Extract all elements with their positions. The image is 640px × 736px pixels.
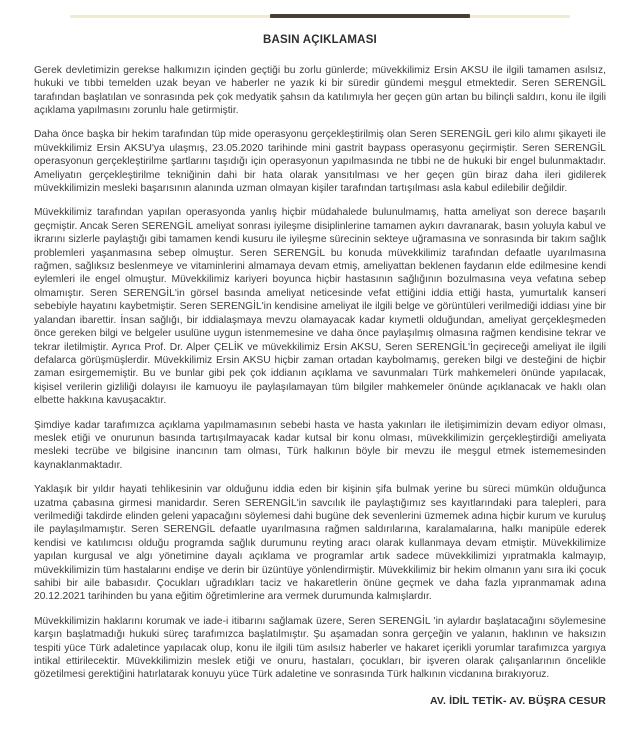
page-title: BASIN AÇIKLAMASI xyxy=(263,34,377,46)
header-decorative-rule xyxy=(34,11,606,25)
paragraph-3: Müvekkilimiz tarafından yapılan operasyonda yanlış hiçbir müdahalede bulunulmamış, hatta ameliyat son derece başarılı geçmiştir. Ancak Seren SERENGİL ameliyat sonrası iyileşme disiplinlerine tamamen aykırı davranarak, basın yoluyla kabul ve ikrarını sizlerle paylaştığı gibi tamamen kendi kusuru ile iyileşme sürecinin sekteye uğramasına ve sonrasında bir takım sağlık problemleri yaşanmasına sebep olmuştur. Seren SERENGİL bu konuda müvekkilimiz tarafından defaatle uyarılmasına rağmen, sağlıksız beslenmeye ve vitaminlerini almamaya devam etmiş, ameliyattan beklenen faydanın elde edilmesine kendi eylemleri ile engel olmuştur. Müvekkilimiz kariyeri boyunca hiçbir hastasının sağlığının bozulmasına veya vefatına sebep olmamıştır. Seren SERENGİL'in görsel basında ameliyat neticesinde vefat ettiğini iddia ettiği hasta, yumurtalık kanseri sebebiyle hayatını kaybetmiştir. Seren SERENGİL'in kendisine ameliyat ile ilgili belge ve görüntüleri verilmediği iddiası yine bir yalandan ibarettir. İnsan sağlığı, bir iddialaşmaya mevzu olamayacak kadar kıymetli olduğundan, ameliyat gerçekleşmeden önce gereken bilgi ve belgeler usulüne uygun istenmemesine ve daha önce paylaşılmış olmasına rağmen kendisine tekrar ve tekrar iletilmiştir. Ayrıca Prof. Dr. Alper ÇELİK ve müvekkilimiz Ersin AKSU, Seren SERENGİL'İn geçireceği ameliyat ile ilgili defalarca görüşmüşlerdir. Müvekkilimiz Ersin AKSU hiçbir zaman ortadan kaybolmamış, gereken bilgi ve desteğini de hiçbir zaman esirgememiştir. Bu ve bunlar gibi pek çok iddianın açıklama ve savunmaları Türk mahkemeleri önünde yapılacak, kişisel verilerin gizliliği dolayısı ile kamuoyu ile paylaşılamayan tüm bilgiler mahkemeler önünde açıklanacak ve haklı olan elbette hakkına kavuşacaktır. xyxy=(34,207,606,407)
press-release-document xyxy=(0,11,640,736)
signature-line: AV. İDİL TETİK- AV. BÜŞRA CESUR xyxy=(430,694,606,707)
paragraph-4: Şimdiye kadar tarafımızca açıklama yapılmamasının sebebi hasta ve hasta yakınları ile iletişimimizin devam ediyor olması, meslek etiği ve onurunun basında tartışılmayacak kadar kutsal bir konu olması, müvekkilimizin gerçekleştirdiği ameliyata mesleki tecrübe ve bilgisine inancının tam olması, Türk halkının böyle bir mevzu ile meşgul etmek istememesinden kaynaklanmaktadır. xyxy=(34,419,606,471)
rule-dark-segment xyxy=(270,14,470,18)
document-body xyxy=(34,64,606,682)
paragraph-2: Daha önce başka bir hekim tarafından tüp mide operasyonu gerçekleştirilmiş olan Seren SERENGİL geri kilo alımı şikayeti ile müvekkilimiz Ersin AKSU'ya ulaşmış, 23.05.2020 tarihinde mini gastrit baypass operasyonu geçirmiştir. Seren SERENGİL operasyonun gerçekleştirilme şartlarını taşıdığı için operasyonun yapılmasında ne tıbbi ne de hukuki bir engel bulunmaktadır. Ameliyatın gerçekleştirilme tekniğinin dahi bir hata olarak yansıtılması ve her geçen gün biraz daha ileri gidilerek müvekkilimizin mesleki başarısının alanında uzman olmayan kişiler tarafından tartışılması asla kabul edilebilir değildir. xyxy=(34,129,606,195)
paragraph-6: Müvekkilimizin haklarını korumak ve iade-i itibarını sağlamak üzere, Seren SERENGİL 'in aylardır başlatacağını söylemesine karşın başlatmadığı hukuki süreç tarafımızca başlatılmıştır. Şu aşamadan sonra gerçeğin ve yalanın, haklının ve haksızın tespiti yüce Türk adaletince yapılacak olup, konu ile ilgili tüm asılsız haberler ve hakaret içerikli yorumlar tarafımızca yargıya intikal ettirilecektir. Müvekkilimizin meslek etiği ve onuru, hastaları, çocukları, bir işveren olarak çalışanlarının öncelikle gözetilmesi gerektiğini hatırlatarak konuyu yüce Türk adaletine ve sonrasında Türk halkının vicdanına bırakıyoruz. xyxy=(34,615,606,681)
paragraph-1: Gerek devletimizin gerekse halkımızın içinden geçtiği bu zorlu günlerde; müvekkilimiz Ersin AKSU ile ilgili tamamen asılsız, hukuki ve tıbbi temelden uzak beyan ve haberler ne yazık ki bir süredir gündemi meşgul etmektedir. Seren SERENGİL tarafından başlatılan ve sonrasında pek çok medyatik şahsın da katılımıyla her geçen gün artan bu bilinçli saldırı, konu ile ilgili açıklama yapılmasını zorunlu hale getirmiştir. xyxy=(34,64,606,117)
paragraph-5: Yaklaşık bir yıldır hayati tehlikesinin var olduğunu iddia eden bir kişinin şifa bulmak yerine bu süreci mümkün olduğunca uzatma çabasına girmesi manidardır. Seren SERENGİL'in savcılık ile paylaştığımız ses kayıtlarındaki para talepleri, para verilmediği takdirde elinden geleni yapacağını söylemesi dahi bugüne dek sevenlerini üzmemek adına hiçbir kurum ve kuruluş ile paylaşılmamıştır. Seren SERENGİL defaatle uyarılmasına rağmen saldırılarına, karalamalarına, halkı manipüle ederek kendisi ve katılımcısı olduğu programda sağlık durumunu reyting aracı olarak kullanmaya devam etmiştir. Müvekkilimize yapılan kurgusal ve algı yönetimine dayalı açıklama ve programlar artık sadece müvekkilimizi yıpratmakla kalmayıp, müvekkilimizin tüm hastalarını endişe ve derin bir üzüntüye yönlendirmiştir. Müvekkilimiz bir hekim olmanın yanı sıra iki çocuk sahibi bir aile babasıdır. Çocukları uğradıkları taciz ve hakaretlerin önüne geçmek ve daha fazla yıpranmamak adına 20.12.2021 tarihinden bu yana eğitim öğretimlerine ara vermek durumunda kalmışlardır. xyxy=(34,484,606,603)
